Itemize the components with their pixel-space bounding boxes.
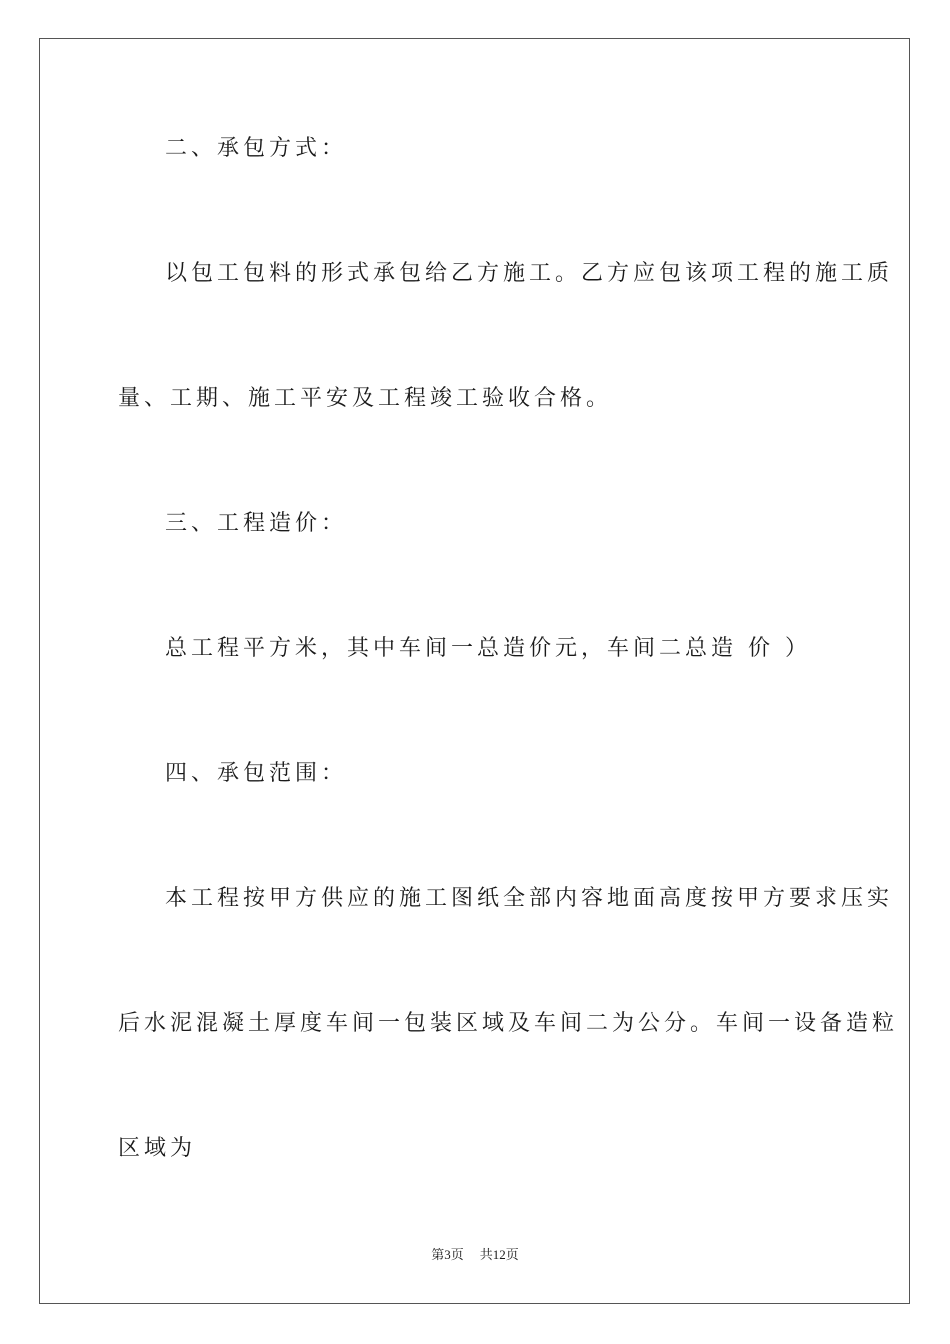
paragraph-line: 以包工包料的形式承包给乙方施工。乙方应包该项工程的施工质 <box>165 261 894 286</box>
paragraph-line: 后水泥混凝土厚度车间一包装区域及车间二为公分。车间一设备造粒 <box>118 1011 899 1036</box>
page-total: 共12页 <box>479 1247 519 1262</box>
section-heading-project-cost: 三、工程造价： <box>165 511 348 536</box>
page-footer <box>0 1244 950 1263</box>
paragraph-line: 总工程平方米，其中车间一总造价元，车间二总造 价 ） <box>165 636 811 661</box>
page-border <box>39 38 910 1304</box>
section-heading-contract-method: 二、承包方式： <box>165 136 348 161</box>
paragraph-line: 区域为 <box>118 1136 197 1161</box>
section-heading-contract-scope: 四、承包范围： <box>165 761 348 786</box>
paragraph-line: 本工程按甲方供应的施工图纸全部内容地面高度按甲方要求压实 <box>165 886 894 911</box>
page-number: 第3页 <box>431 1247 464 1262</box>
paragraph-line: 量、工期、施工平安及工程竣工验收合格。 <box>118 386 613 411</box>
